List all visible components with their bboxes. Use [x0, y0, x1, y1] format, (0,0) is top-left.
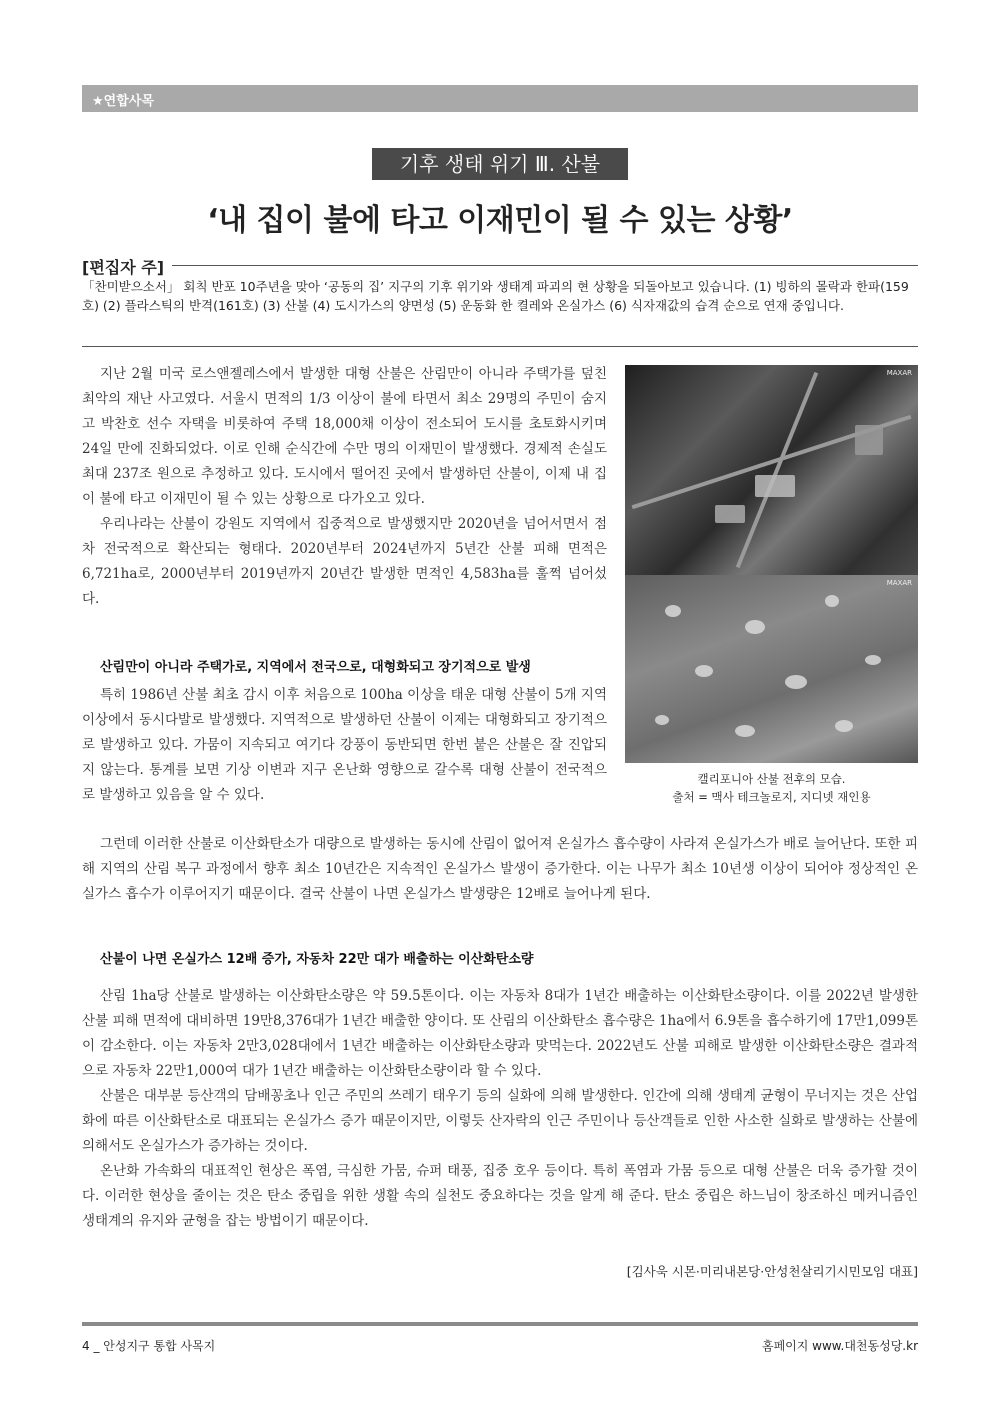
subheading-1: 산림만이 아니라 주택가로, 지역에서 전국으로, 대형화되고 장기적으로 발생 — [100, 660, 531, 675]
editor-note-heading-row — [82, 255, 918, 277]
footer-page-info: 4 _ 안성지구 통합 사목지 — [82, 1339, 216, 1353]
photo-before-fire — [625, 365, 918, 575]
section-label: ★연합사목 — [92, 94, 154, 109]
paragraph-1: 지난 2월 미국 로스앤젤레스에서 발생한 대형 산불은 산림만이 아니라 주택가를 덮친 최악의 재난 사고였다. 서울시 면적의 1/3 이상이 불에 타면서 최소 29명의 주민이 숨지고 박찬호 선수 자택을 비롯하여 주택 18,000채 이상이 전소되어 도시를 초토화시키며 24일 만에 진화되었다. 이로 인해 순식간에 수만 명의 이재민이 발생했다. 경제적 손실도 최대 237조 원으로 추정하고 있다. 도시에서 떨어진 곳에서 발생하던 산불이, 이제 내 집이 불에 타고 이재민이 될 수 있는 상황으로 다가오고 있다. — [82, 366, 607, 507]
series-kicker: 기후 생태 위기 Ⅲ. 산불 — [372, 148, 628, 180]
photo-watermark-bottom: MAXAR — [886, 579, 912, 587]
photo-caption-line-1: 캘리포니아 산불 전후의 모습. — [697, 772, 846, 786]
full-width-section-2 — [82, 984, 918, 1234]
author-signature: [김사욱 시몬·미리내본당·안성천살리기시민모임 대표] — [626, 1264, 918, 1279]
photo-after-fire — [625, 575, 918, 763]
section-header-bar — [82, 85, 918, 112]
paragraph-5: 산림 1ha당 산불로 발생하는 이산화탄소량은 약 59.5톤이다. 이는 자동차 8대가 1년간 배출하는 이산화탄소량이다. 이를 2022년 발생한 산불 피해 면적에 대비하면 19만8,376대가 1년간 배출한 양이다. 또 산림의 이산화탄소 흡수량은 1ha에서 6.9톤을 흡수하기에 17만1,099톤이 감소한다. 이는 자동차 2만3,028대에서 1년간 배출하는 이산화탄소량과 맞먹는다. 2022년도 산불 피해로 발생한 이산화탄소량은 결과적으로 자동차 22만1,000여 대가 1년간 배출하는 이산화탄소량이라 할 수 있다. — [82, 988, 918, 1079]
paragraph-7: 온난화 가속화의 대표적인 현상은 폭염, 극심한 가뭄, 슈퍼 태풍, 집중 호우 등이다. 특히 폭염과 가뭄 등으로 대형 산불은 더욱 증가할 것이다. 이러한 현상을 줄이는 것은 탄소 중립을 위한 생활 속의 실천도 중요하다는 것을 알게 해 준다. 탄소 중립은 하느님이 창조하신 메커니즘인 생태계의 유지와 균형을 잡는 방법이기 때문이다. — [82, 1163, 918, 1229]
footer-homepage: 홈페이지 www.대천동성당.kr — [762, 1339, 918, 1353]
paragraph-6: 산불은 대부분 등산객의 담배꽁초나 인근 주민의 쓰레기 태우기 등의 실화에 의해 발생한다. 인간에 의해 생태계 균형이 무너지는 것은 산업화에 따른 이산화탄소로 대표되는 온실가스 증가 때문이지만, 이렇듯 산자락의 인근 주민이나 등산객들로 인한 사소한 실화로 발생하는 산불에 의해서도 온실가스가 증가하는 것이다. — [82, 1088, 918, 1154]
subheading-2: 산불이 나면 온실가스 12배 증가, 자동차 22만 대가 배출하는 이산화탄소량 — [100, 952, 534, 967]
editor-note-rule — [82, 265, 918, 266]
full-width-section-1 — [82, 832, 918, 907]
footer-rule — [82, 1322, 918, 1326]
editor-note-heading: [편집자 주] — [82, 255, 172, 278]
article-title: ‘내 집이 불에 타고 이재민이 될 수 있는 상황’ — [207, 203, 793, 238]
paragraph-3: 특히 1986년 산불 최초 감시 이후 처음으로 100ha 이상을 태운 대형 산불이 5개 지역 이상에서 동시다발로 발생했다. 지역적으로 발생하던 산불이 이제는 대형화되고 장기적으로 발생하고 있다. 가뭄이 지속되고 여기다 강풍이 동반되면 한번 붙은 산불은 잘 진압되지 않는다. 통계를 보면 기상 이변과 지구 온난화 영향으로 갈수록 대형 산불이 전국적으로 발생하고 있음을 알 수 있다. — [82, 687, 607, 803]
photo-caption — [625, 770, 918, 806]
left-column — [82, 362, 607, 612]
left-column-2 — [82, 683, 607, 808]
photo-caption-line-2: 출처 = 맥사 테크놀로지, 지디넷 재인용 — [672, 790, 871, 804]
paragraph-2: 우리나라는 산불이 강원도 지역에서 집중적으로 발생했지만 2020년을 넘어서면서 점차 전국적으로 확산되는 형태다. 2020년부터 2024년까지 5년간 산불 피해 면적은 6,721ha로, 2000년부터 2019년까지 20년간 발생한 면적인 4,583ha를 훌쩍 넘어섰다. — [82, 516, 607, 607]
photo-watermark-top: MAXAR — [886, 369, 912, 377]
paragraph-4: 그런데 이러한 산불로 이산화탄소가 대량으로 발생하는 동시에 산림이 없어져 온실가스 흡수량이 사라져 온실가스가 배로 늘어난다. 또한 피해 지역의 산림 복구 과정에서 향후 최소 10년간은 지속적인 온실가스 발생이 증가한다. 이는 나무가 최소 10년생 이상이 되어야 정상적인 온실가스 흡수가 이루어지기 때문이다. 결국 산불이 나면 온실가스 발생량은 12배로 늘어나게 된다. — [82, 836, 918, 902]
editor-note-text: 「찬미받으소서」 회칙 반포 10주년을 맞아 ‘공동의 집’ 지구의 기후 위기와 생태계 파괴의 현 상황을 되돌아보고 있습니다. (1) 빙하의 몰락과 한파(159호) (2) 플라스틱의 반격(161호) (3) 산불 (4) 도시가스의 양면성 (5) 운동화 한 켤레와 온실가스 (6) 식자재값의 습격 순으로 연재 중입니다. — [82, 279, 909, 313]
wildfire-satellite-photo — [625, 365, 918, 763]
editor-note-end-rule — [82, 346, 918, 347]
